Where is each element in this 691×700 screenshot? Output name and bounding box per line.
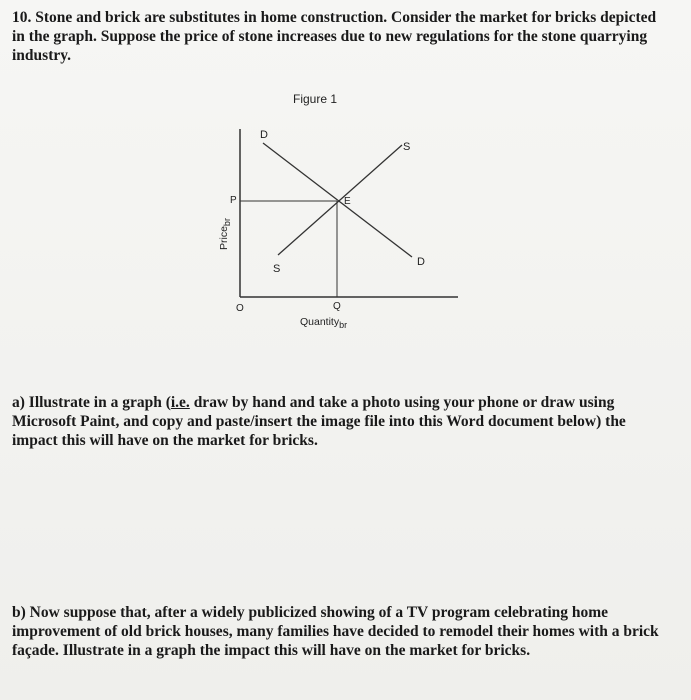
demand-label-bottom: D xyxy=(417,256,425,268)
price-tick-label: P xyxy=(230,195,237,206)
figure-1-graph xyxy=(200,85,480,345)
figure-title: Figure 1 xyxy=(293,92,338,106)
part-a-text: a) Illustrate in a graph (i.e. draw by hand and take a photo using your phone or draw using Microsoft Paint, and copy and paste/insert the image file into this Word document below) the impact this will have on the market for bricks. xyxy=(12,394,626,449)
supply-demand-diagram xyxy=(200,85,480,345)
x-axis-title: Quantitybr xyxy=(300,316,348,330)
supply-label-top: S xyxy=(403,141,411,153)
quantity-tick-label: Q xyxy=(333,301,341,312)
origin-label: O xyxy=(236,303,244,314)
question-10-text: 10. Stone and brick are substitutes in home construction. Consider the market for bricks depicted in the graph. Suppose the price of stone increases due to new regulations for the stone quarrying industry. xyxy=(12,9,657,64)
part-b-text: b) Now suppose that, after a widely publicized showing of a TV program celebrating home improvement of old brick houses, many families have decided to remodel their homes with a brick façade. Illustrate in a graph the impact this will have on the market for bricks. xyxy=(12,604,659,659)
supply-curve xyxy=(278,145,402,255)
y-axis-title: Pricebr xyxy=(218,218,232,250)
demand-label-top: D xyxy=(260,129,268,141)
equilibrium-label: E xyxy=(344,196,351,207)
supply-label-bottom: S xyxy=(273,263,281,275)
ie-abbreviation: i.e. xyxy=(170,394,190,411)
